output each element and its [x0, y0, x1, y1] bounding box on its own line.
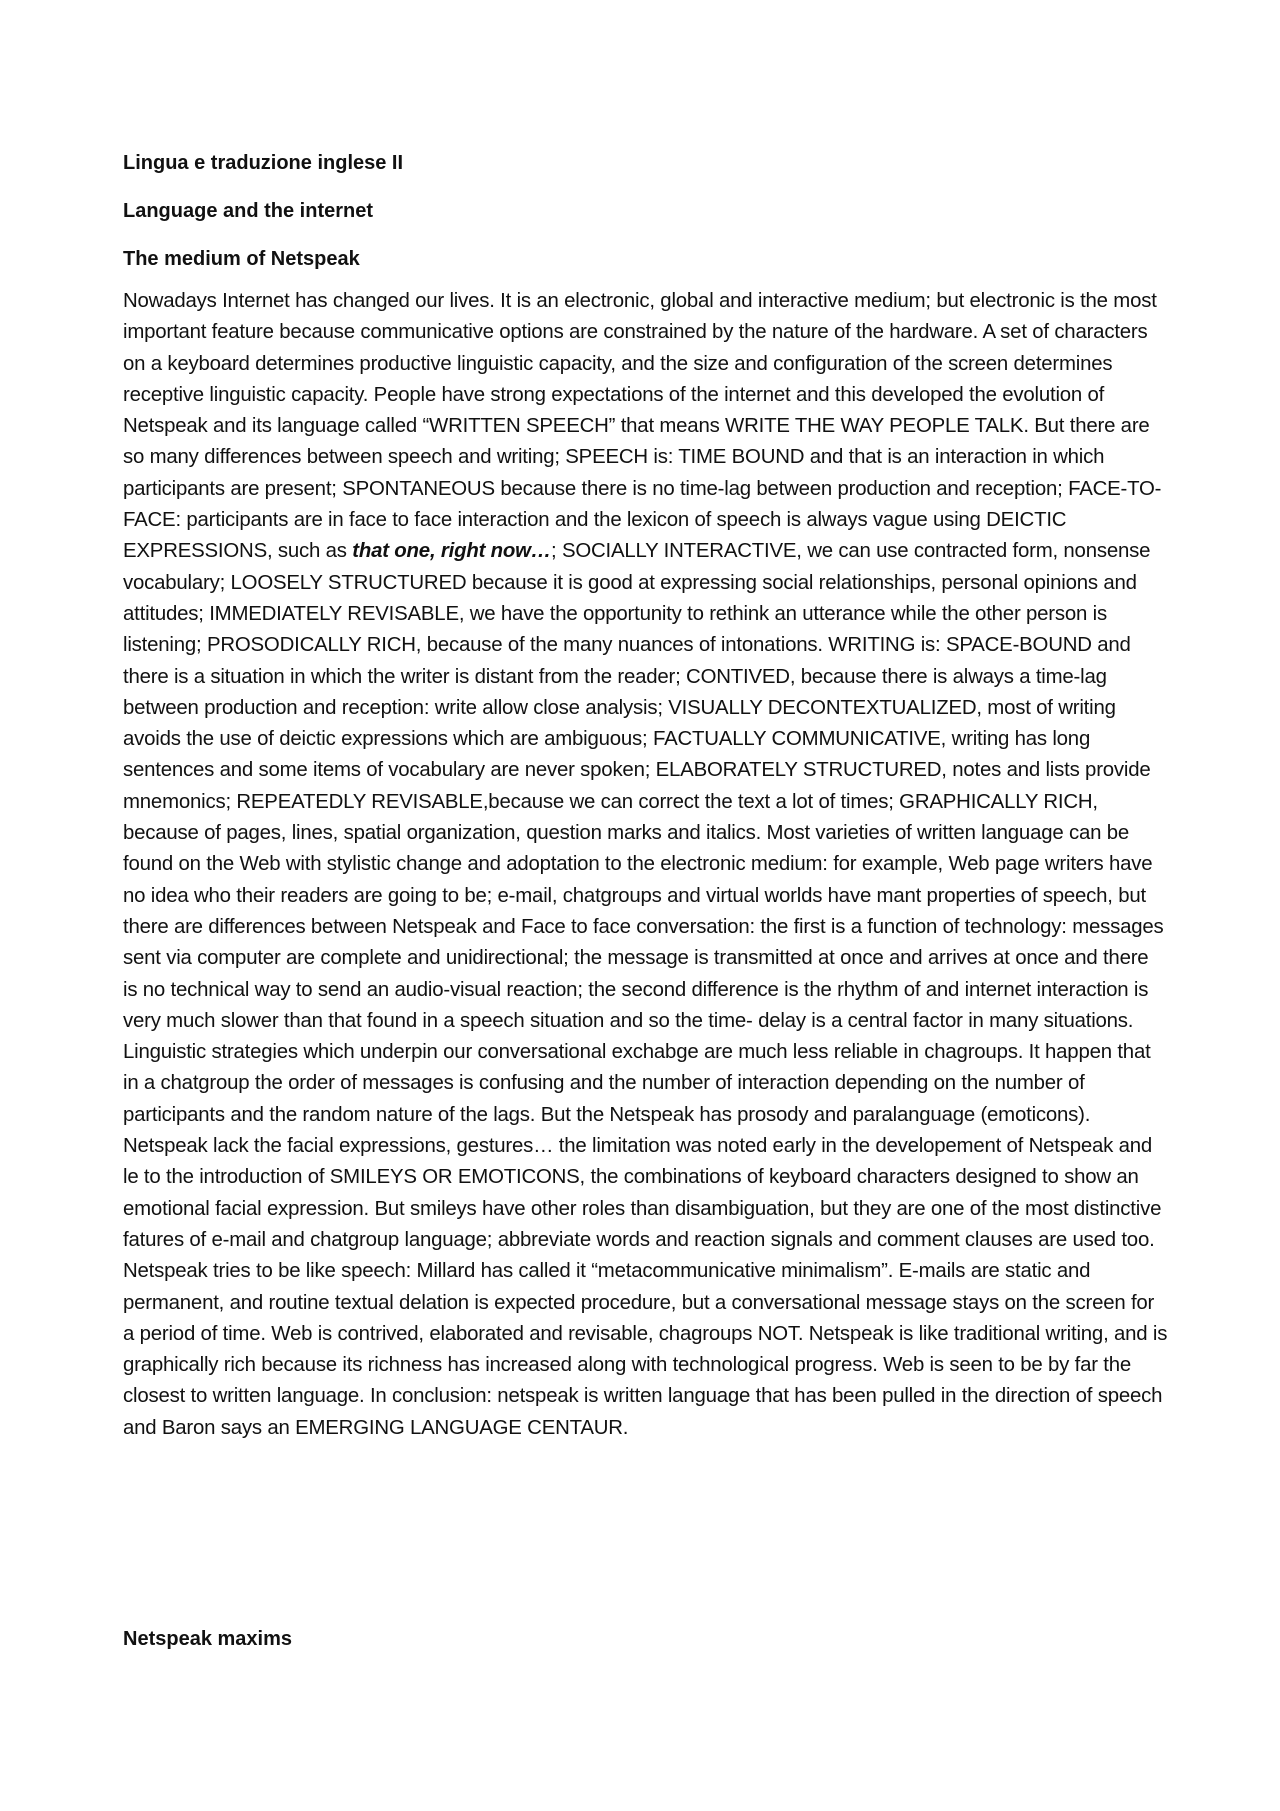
- course-title: Lingua e traduzione inglese II: [123, 152, 404, 174]
- document-page: [123, 150, 1168, 1444]
- paragraph-part-2: ; SOCIALLY INTERACTIVE, we can use contracted form, nonsense vocabulary; LOOSELY STRUCTURED because it is good at expressing social relationships, personal opinions and attitudes; IMMEDIATELY REVISABLE, we have the opportunity to rethink an utterance while the other person is listening; PROSODICALLY RICH, because of the many nuances of intonations. WRITING is: SPACE-BOUND and there is a situation in which the writer is distant from the reader; CONTIVED, because there is always a time-lag between production and reception: write allow close analysis; VISUALLY DECONTEXTUALIZED, most of writing avoids the use of deictic expressions which are ambiguous; FACTUALLY COMMUNICATIVE, writing has long sentences and some items of vocabulary are never spoken; ELABORATELY STRUCTURED, notes and lists provide mnemonics; REPEATEDLY REVISABLE,because we can correct the text a lot of times; GRAPHICALLY RICH, because of pages, lines, spatial organization, question marks and italics. Most varieties of written language can be found on the Web with stylistic change and adoptation to the electronic medium: for example, Web page writers have no idea who their readers are going to be; e-mail, chatgroups and virtual worlds have mant properties of speech, but there are differences between Netspeak and Face to face conversation: the first is a function of technology: messages sent via computer are complete and unidirectional; the message is transmitted at once and arrives at once and there is no technical way to send an audio-visual reaction; the second difference is the rhythm of and internet interaction is very much slower than that found in a speech situation and so the time- delay is a central factor in many situations. Linguistic strategies which underpin our conversational exchabge are much less reliable in chagroups. It happen that in a chatgroup the order of messages is confusing and the number of interaction depending on the number of participants and the random nature of the lags. But the Netspeak has prosody and paralanguage (emoticons). Netspeak lack the facial expressions, gestures… the limitation was noted early in the developement of Netspeak and le to the introduction of SMILEYS OR EMOTICONS, the combinations of keyboard characters designed to show an emotional facial expression. But smileys have other roles than disambiguation, but they are one of the most distinctive fatures of e-mail and chatgroup language; abbreviate words and reaction signals and comment clauses are used too. Netspeak tries to be like speech: Millard has called it “metacommunicative minimalism”. E-mails are static and permanent, and routine textual delation is expected procedure, but a conversational message stays on the screen for a period of time. Web is contrived, elaborated and revisable, chagroups NOT. Netspeak is like traditional writing, and is graphically rich because its richness has increased along with technological progress. Web is seen to be by far the closest to written language. In conclusion: netspeak is written language that has been pulled in the direction of speech and Baron says an EMERGING LANGUAGE CENTAUR.: [123, 540, 1168, 1439]
- section-title: The medium of Netspeak: [123, 248, 360, 270]
- paragraph-emphasis: that one, right now…: [352, 540, 552, 563]
- next-section-title: Netspeak maxims: [123, 1628, 292, 1650]
- topic-title: Language and the internet: [123, 200, 374, 222]
- paragraph-part-1: Nowadays Internet has changed our lives. It is an electronic, global and interactive medium; but electronic is the most important feature because communicative options are constrained by the nature of the hardware. A set of characters on a keyboard determines productive linguistic capacity, and the size and configuration of the screen determines receptive linguistic capacity. People have strong expectations of the internet and this developed the evolution of Netspeak and its language called “WRITTEN SPEECH” that means WRITE THE WAY PEOPLE TALK. But there are so many differences between speech and writing; SPEECH is: TIME BOUND and that is an interaction in which participants are present; SPONTANEOUS because there is no time-lag between production and reception; FACE-TO-FACE: participants are in face to face interaction and the lexicon of speech is always vague using DEICTIC EXPRESSIONS, such as: [123, 290, 1162, 563]
- body-paragraph: [123, 286, 1168, 1444]
